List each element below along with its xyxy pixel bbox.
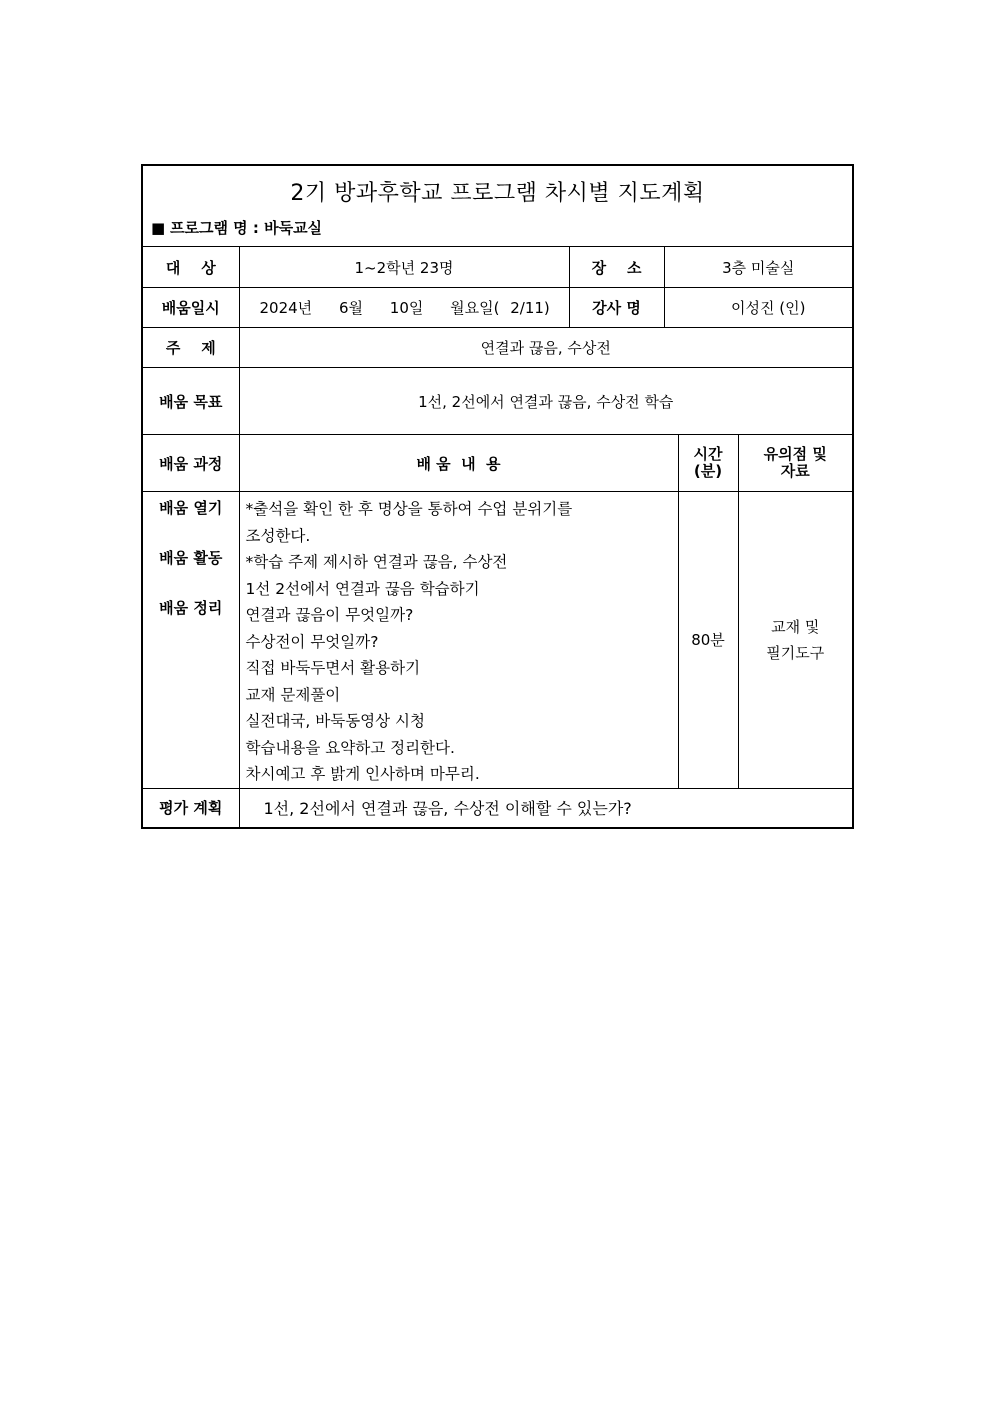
content-line: *학습 주제 제시하 연결과 끊음, 수상전 <box>245 553 508 571</box>
stage-closing: 배움 정리 <box>159 599 223 617</box>
teacher-value: 이성진 (인) <box>664 288 853 328</box>
content-line: 1선 2선에서 연결과 끊음 학습하기 <box>245 579 480 598</box>
notes-header <box>738 435 853 492</box>
program-name-label: 프로그램 명 : 바둑교실 <box>169 219 323 237</box>
date-session: 2/11) <box>510 299 550 317</box>
target-label: 대 상 <box>142 247 239 288</box>
stage-activity: 배움 활동 <box>159 549 223 567</box>
place-value: 3층 미술실 <box>664 247 853 288</box>
stages-cell <box>142 492 239 789</box>
content-line: 직접 바둑두면서 활용하기 <box>245 659 421 677</box>
place-label: 장 소 <box>569 247 664 288</box>
lesson-plan-table <box>141 164 854 829</box>
topic-value: 연결과 끊음, 수상전 <box>239 328 853 368</box>
content-header: 배 움 내 용 <box>239 435 678 492</box>
date-month: 6월 <box>338 299 363 317</box>
time-value: 80분 <box>678 492 738 789</box>
square-bullet-icon: ■ <box>151 219 166 237</box>
content-line: *출석을 확인 한 후 명상을 통하여 수업 분위기를 <box>245 500 573 518</box>
lesson-plan-document <box>141 164 852 829</box>
notes-header-line2: 자료 <box>780 462 810 480</box>
content-cell <box>239 492 678 789</box>
content-line: 조성한다. <box>245 526 311 545</box>
date-year: 2024년 <box>259 299 313 317</box>
target-value: 1~2학년 23명 <box>239 247 569 288</box>
content-line: 교재 문제풀이 <box>245 685 341 704</box>
content-line: 수상전이 무엇일까? <box>245 632 379 651</box>
process-header: 배움 과정 <box>142 435 239 492</box>
notes-header-line1: 유의점 및 <box>763 445 827 463</box>
materials-line2: 필기도구 <box>766 643 825 662</box>
time-header <box>678 435 738 492</box>
date-label: 배움일시 <box>142 288 239 328</box>
date-value <box>239 288 569 328</box>
program-name <box>151 217 852 238</box>
time-header-line1: 시간 <box>693 445 723 463</box>
document-title: 2기 방과후학교 프로그램 차시별 지도계획 <box>290 181 705 206</box>
content-line: 차시예고 후 밝게 인사하며 마무리. <box>245 765 480 783</box>
materials-cell <box>738 492 853 789</box>
topic-label: 주 제 <box>142 328 239 368</box>
content-line: 연결과 끊음이 무엇일까? <box>245 606 414 624</box>
evaluation-label: 평가 계획 <box>142 788 239 828</box>
time-header-line2: (분) <box>693 462 723 480</box>
goal-value: 1선, 2선에서 연결과 끊음, 수상전 학습 <box>239 368 853 435</box>
date-day: 10일 <box>389 299 424 317</box>
evaluation-value: 1선, 2선에서 연결과 끊음, 수상전 이해할 수 있는가? <box>239 788 853 828</box>
teacher-label: 강사 명 <box>569 288 664 328</box>
materials-line1: 교재 및 <box>771 617 820 636</box>
header-cell <box>142 165 853 247</box>
stage-opening: 배움 열기 <box>159 499 223 517</box>
content-line: 학습내용을 요약하고 정리한다. <box>245 738 455 757</box>
goal-label: 배움 목표 <box>142 368 239 435</box>
date-weekday: 월요일( <box>450 299 500 317</box>
content-line: 실전대국, 바둑동영상 시청 <box>245 712 425 730</box>
